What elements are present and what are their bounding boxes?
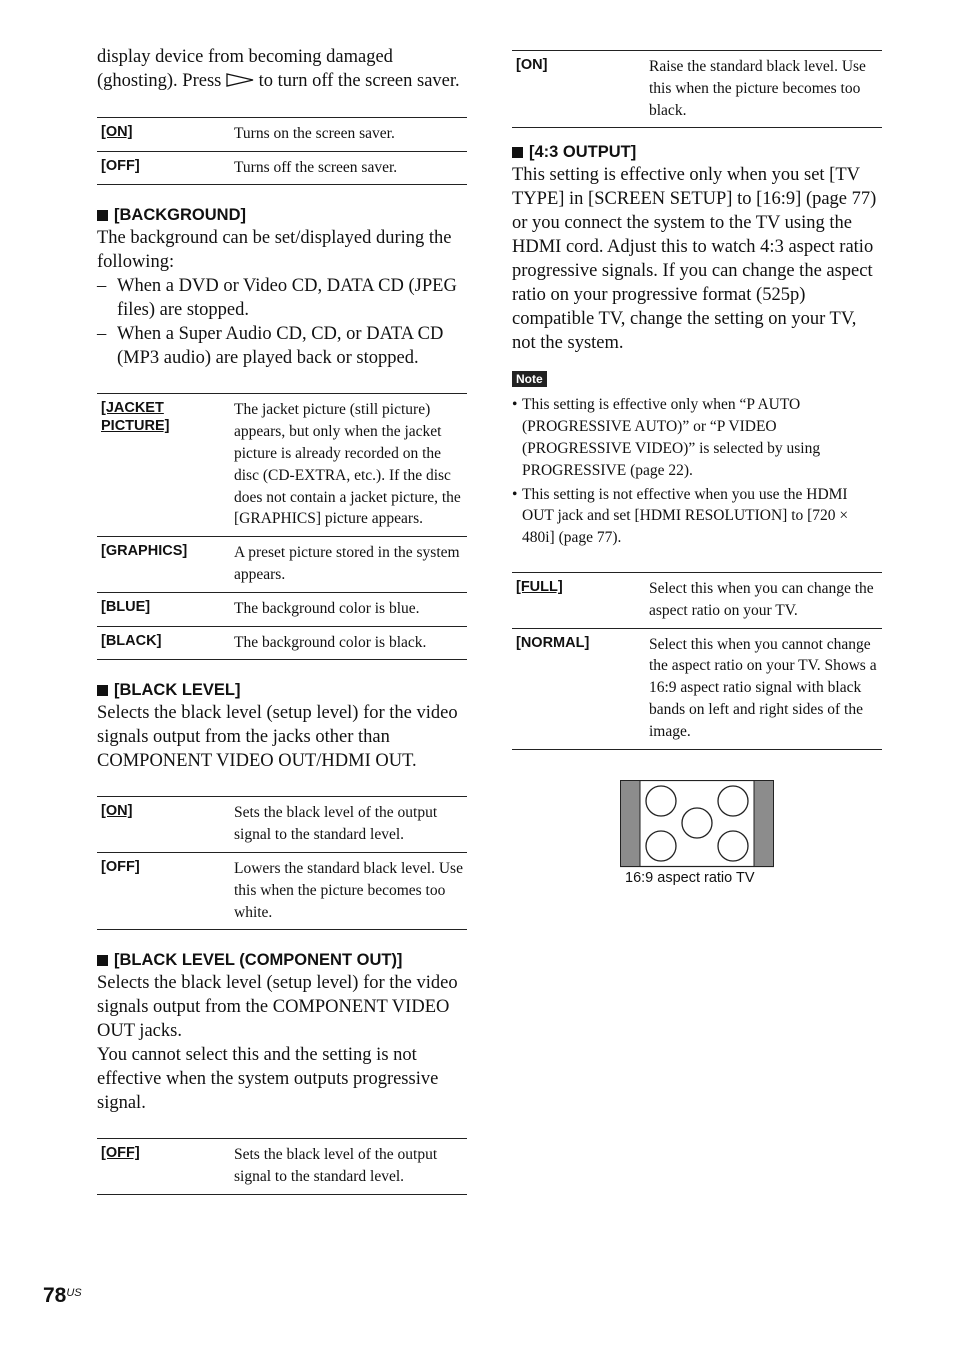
table-row: [ON] Sets the black level of the output signal to the standard level. — [97, 797, 467, 853]
output-43-table — [512, 572, 882, 750]
table-row: [OFF] Sets the black level of the output signal to the standard level. — [97, 1139, 467, 1195]
background-heading: [BACKGROUND] — [97, 204, 467, 226]
note-badge: Note — [512, 371, 547, 387]
black-level-body: Selects the black level (setup level) for the video signals output from the jacks other than COMPONENT VIDEO OUT/HDMI OUT. — [97, 703, 458, 772]
note-list — [512, 394, 882, 549]
square-bullet-icon — [97, 210, 108, 221]
list-item: – When a DVD or Video CD, DATA CD (JPEG files) are stopped. — [97, 276, 457, 321]
square-bullet-icon — [97, 685, 108, 696]
table-row: [OFF] Lowers the standard black level. Use this when the picture becomes too white. — [97, 852, 467, 929]
table-row: [NORMAL] Select this when you cannot change the aspect ratio on your TV. Shows a 16:9 aspect ratio signal with black bands on left and right sides of the image. — [512, 628, 882, 749]
black-level-table — [97, 796, 467, 930]
right-column — [512, 50, 882, 750]
table-row: [FULL] Select this when you can change the aspect ratio on your TV. — [512, 572, 882, 628]
background-table — [97, 393, 467, 660]
tv-screen-icon — [620, 780, 774, 868]
list-item: – When a Super Audio CD, CD, or DATA CD (MP3 audio) are played back or stopped. — [97, 324, 444, 369]
intro-text: display device from becoming damaged (ghosting). Press to turn off the screen saver. — [97, 45, 467, 94]
table-row: [JACKET PICTURE] The jacket picture (still picture) appears, but only when the jacket picture is already recorded on the disc (CD-EXTRA, etc.). If the disc does not contain a jacket picture, the [GRAPHICS] picture appears. — [97, 394, 467, 537]
black-level-component-note: You cannot select this and the setting is not effective when the system outputs progressive signal. — [97, 1045, 439, 1114]
output-43-body: This setting is effective only when you set [TV TYPE] in [SCREEN SETUP] to [16:9] (page 77) or you connect the system to the TV using the HDMI cord. Adjust this to watch 4:3 aspect ratio progressive signals. If you can change the aspect ratio on your progressive format (525p) compatible TV, change the setting on your TV, not the system. — [512, 165, 877, 354]
black-level-continued-table — [512, 50, 882, 128]
aspect-ratio-illustration — [620, 780, 774, 886]
table-row: [OFF] Turns off the screen saver. — [97, 151, 467, 185]
output-43-heading: [4:3 OUTPUT] — [512, 141, 882, 163]
background-body: The background can be set/displayed during the following: — [97, 228, 452, 273]
square-bullet-icon — [512, 147, 523, 158]
black-level-heading: [BLACK LEVEL] — [97, 679, 467, 701]
play-triangle-icon — [226, 70, 254, 94]
table-row: [ON] Turns on the screen saver. — [97, 117, 467, 151]
table-row: [GRAPHICS] A preset picture stored in the system appears. — [97, 537, 467, 593]
black-level-component-heading: [BLACK LEVEL (COMPONENT OUT)] — [97, 949, 467, 971]
table-row: [ON] Raise the standard black level. Use this when the picture becomes too black. — [512, 51, 882, 128]
screensaver-table — [97, 117, 467, 186]
left-column — [97, 45, 467, 1195]
black-level-component-table — [97, 1138, 467, 1195]
list-item: • This setting is not effective when you use the HDMI OUT jack and set [HDMI RESOLUTION] to [720 × 480i] (page 77). — [512, 485, 849, 547]
square-bullet-icon — [97, 955, 108, 966]
illustration-caption: 16:9 aspect ratio TV — [625, 870, 755, 886]
black-level-component-body: Selects the black level (setup level) for the video signals output from the COMPONENT VIDEO OUT jacks. — [97, 973, 458, 1042]
page-number: $78^{US}$ — [43, 1284, 82, 1307]
table-row: [BLACK] The background color is black. — [97, 626, 467, 660]
table-row: [BLUE] The background color is blue. — [97, 592, 467, 626]
list-item: • This setting is effective only when “P AUTO (PROGRESSIVE AUTO)” or “P VIDEO (PROGRESSIVE VIDEO)” is selected by using PROGRESSIVE (page 22). — [512, 396, 821, 479]
